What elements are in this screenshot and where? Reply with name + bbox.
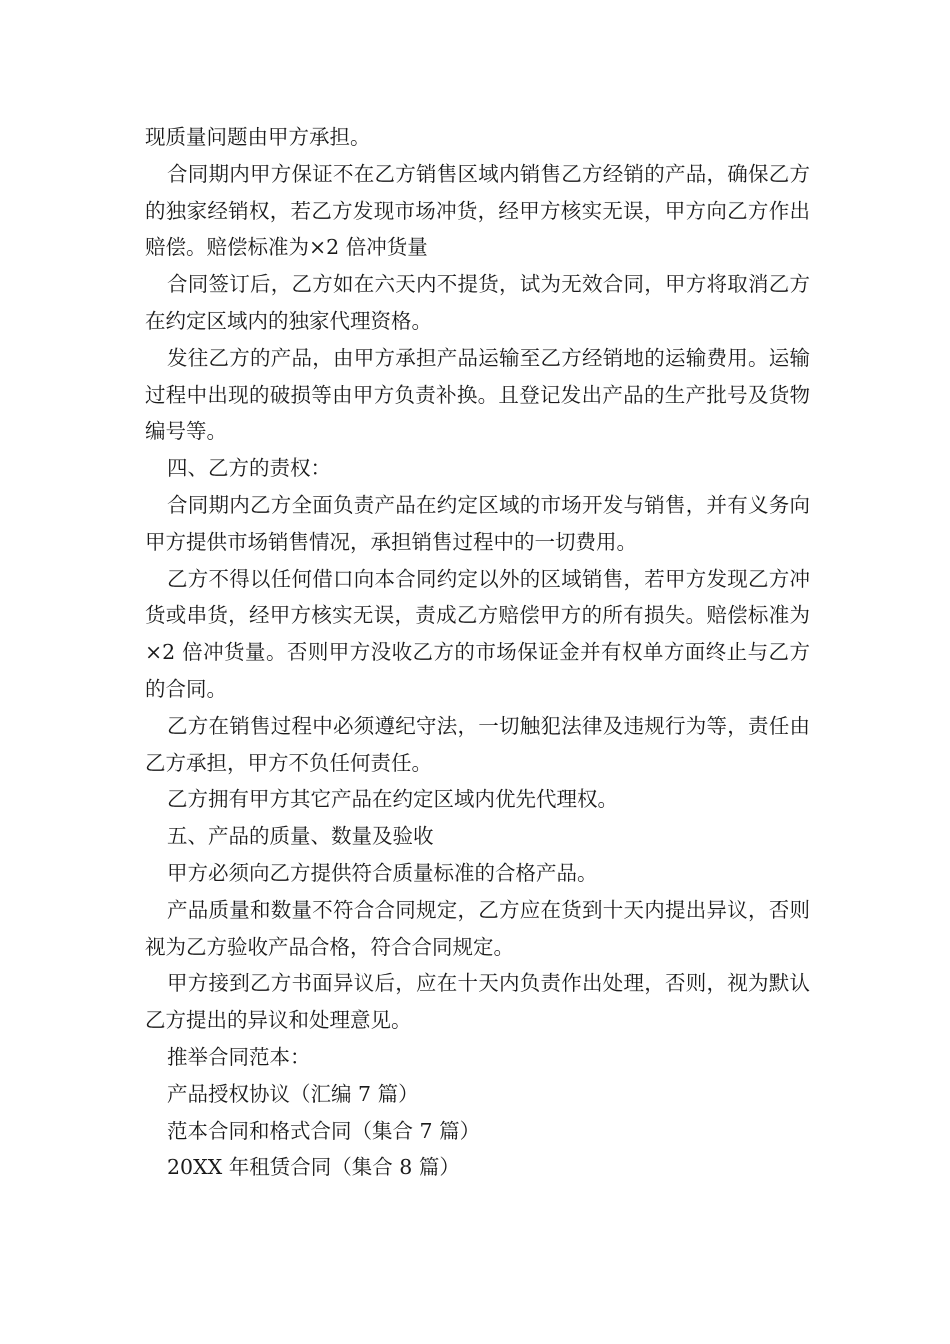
paragraph-market-development: 合同期内乙方全面负责产品在约定区域的市场开发与销售，并有义务向甲方提供市场销售情况，承担销售过程中的一切费用。: [145, 492, 810, 554]
paragraph-regional-restriction: 乙方不得以任何借口向本合同约定以外的区域销售，若甲方发现乙方冲货或串货，经甲方核实无误，责成乙方赔偿甲方的所有损失。赔偿标准为×2 倍冲货量。否则甲方没收乙方的市场保证金并有权单方面终止与乙方的合同。: [145, 566, 810, 701]
recommended-link-template-contracts[interactable]: 范本合同和格式合同（集合 7 篇）: [167, 1118, 481, 1143]
recommended-link-lease-contract[interactable]: 20XX 年租赁合同（集合 8 篇）: [167, 1155, 460, 1180]
paragraph-qualified-products: 甲方必须向乙方提供符合质量标准的合格产品。: [167, 860, 598, 885]
paragraph-continuation: 现质量问题由甲方承担。: [145, 125, 371, 149]
paragraph-legal-compliance: 乙方在销售过程中必须遵纪守法，一切触犯法律及违规行为等，责任由乙方承担，甲方不负任何责任。: [145, 713, 810, 775]
section-heading-party-b-duties: 四、乙方的责权：: [167, 456, 331, 481]
paragraph-priority-agency: 乙方拥有甲方其它产品在约定区域内优先代理权。: [167, 787, 618, 812]
recommended-templates-heading: 推举合同范本：: [167, 1044, 311, 1069]
document-body: [145, 119, 810, 1186]
section-heading-quality: 五、产品的质量、数量及验收: [167, 824, 434, 849]
paragraph-objection-period: 产品质量和数量不符合合同规定，乙方应在货到十天内提出异议，否则视为乙方验收产品合格，符合合同规定。: [145, 897, 810, 959]
paragraph-objection-handling: 甲方接到乙方书面异议后，应在十天内负责作出处理，否则，视为默认乙方提出的异议和处理意见。: [145, 971, 810, 1033]
recommended-link-product-authorization[interactable]: 产品授权协议（汇编 7 篇）: [167, 1081, 419, 1106]
paragraph-exclusive-rights: 合同期内甲方保证不在乙方销售区域内销售乙方经销的产品，确保乙方的独家经销权，若乙方发现市场冲货，经甲方核实无误，甲方向乙方作出赔偿。赔偿标准为×2 倍冲货量: [145, 161, 810, 260]
paragraph-pickup-deadline: 合同签订后，乙方如在六天内不提货，试为无效合同，甲方将取消乙方在约定区域内的独家代理资格。: [145, 272, 810, 333]
paragraph-shipping: 发往乙方的产品，由甲方承担产品运输至乙方经销地的运输费用。运输过程中出现的破损等由甲方负责补换。且登记发出产品的生产批号及货物编号等。: [145, 345, 810, 444]
